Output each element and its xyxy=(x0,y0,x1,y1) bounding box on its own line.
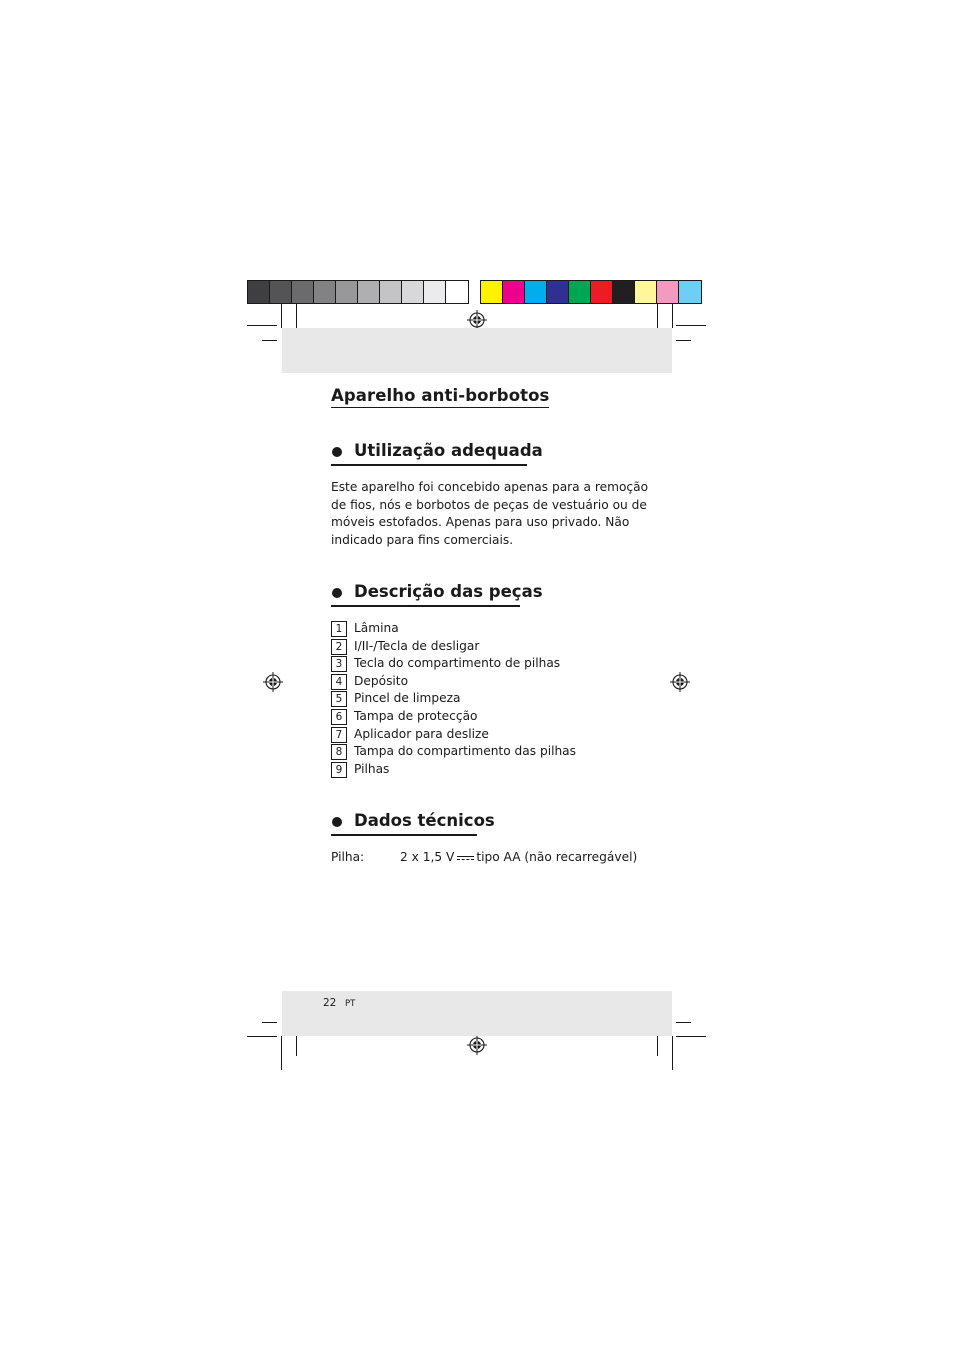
crop-mark xyxy=(247,1036,277,1037)
part-number: 4 xyxy=(331,674,347,690)
part-number: 9 xyxy=(331,762,347,778)
part-number: 1 xyxy=(331,621,347,637)
color-swatch xyxy=(503,281,525,303)
heading-underline xyxy=(331,605,520,607)
crop-mark xyxy=(281,303,282,328)
color-swatch xyxy=(525,281,547,303)
color-swatch xyxy=(569,281,591,303)
color-swatch xyxy=(314,281,336,303)
page-title: Aparelho anti-borbotos xyxy=(331,386,549,408)
spec-value xyxy=(400,849,637,866)
part-number: 3 xyxy=(331,656,347,672)
color-swatch xyxy=(402,281,424,303)
section-heading-tech xyxy=(331,811,531,835)
color-swatch xyxy=(613,281,635,303)
part-label: Tampa de protecção xyxy=(354,708,478,723)
part-number: 5 xyxy=(331,691,347,707)
crop-mark xyxy=(247,325,277,326)
part-label: Tecla do compartimento de pilhas xyxy=(354,656,561,671)
color-swatch xyxy=(358,281,380,303)
section-heading-usage xyxy=(331,441,543,465)
part-number: 8 xyxy=(331,744,347,760)
registration-mark-icon xyxy=(467,1035,487,1055)
cmyk-color-bar xyxy=(480,280,702,304)
grey-color-bar xyxy=(247,280,469,304)
page-number: 22 xyxy=(323,997,337,1009)
crop-mark xyxy=(262,340,277,341)
part-number: 7 xyxy=(331,727,347,743)
paragraph-line: Este aparelho foi concebido apenas para a remoção xyxy=(331,480,649,494)
bullet-icon xyxy=(332,588,342,598)
color-swatch xyxy=(380,281,402,303)
part-label: Tampa do compartimento das pilhas xyxy=(354,744,577,759)
crop-mark xyxy=(296,303,297,328)
color-swatch xyxy=(248,281,270,303)
spec-value-suffix: tipo AA (não recarregável) xyxy=(476,850,638,864)
paragraph-line: de fios, nós e borbotos de peças de vestuário ou de xyxy=(331,497,647,512)
color-swatch xyxy=(481,281,503,303)
spec-label: Pilha: xyxy=(331,850,365,864)
part-label: I/II-/Tecla de desligar xyxy=(354,638,480,653)
color-swatch xyxy=(635,281,657,303)
part-label: Pincel de limpeza xyxy=(354,691,461,706)
paragraph-line: móveis estofados. Apenas para uso privado. Não xyxy=(331,515,630,529)
paragraph-line: indicado para fins comerciais. xyxy=(331,532,514,547)
part-number: 2 xyxy=(331,639,347,655)
usage-paragraph xyxy=(331,479,649,549)
crop-mark xyxy=(676,340,691,341)
color-swatch xyxy=(591,281,613,303)
crop-mark xyxy=(281,1036,282,1070)
color-swatch xyxy=(446,281,468,303)
color-swatch xyxy=(679,281,701,303)
color-swatch xyxy=(547,281,569,303)
crop-mark xyxy=(676,1022,691,1023)
color-swatch xyxy=(336,281,358,303)
color-swatch xyxy=(657,281,679,303)
spec-value-prefix: 2 x 1,5 V xyxy=(400,850,455,864)
crop-mark xyxy=(657,303,658,328)
heading-underline xyxy=(331,834,477,836)
crop-mark xyxy=(676,325,706,326)
part-label: Depósito xyxy=(354,673,409,688)
section-heading-parts xyxy=(331,582,543,606)
crop-mark xyxy=(657,1036,658,1056)
crop-mark xyxy=(296,1036,297,1056)
heading-underline xyxy=(331,464,527,466)
crop-mark xyxy=(262,1022,277,1023)
color-swatch xyxy=(270,281,292,303)
registration-mark-icon xyxy=(467,310,487,330)
section-title: Utilização adequada xyxy=(354,441,543,460)
color-swatch xyxy=(424,281,446,303)
language-code: PT xyxy=(345,999,356,1009)
direct-current-icon xyxy=(457,854,474,862)
color-swatch xyxy=(292,281,314,303)
header-band xyxy=(282,328,672,373)
crop-mark xyxy=(672,303,673,328)
registration-mark-icon xyxy=(263,672,283,692)
part-label: Pilhas xyxy=(354,761,390,776)
footer-band xyxy=(282,991,672,1036)
crop-mark xyxy=(672,1036,673,1070)
part-label: Aplicador para deslize xyxy=(354,726,489,741)
crop-mark xyxy=(676,1036,706,1037)
section-title: Dados técnicos xyxy=(354,811,495,830)
bullet-icon xyxy=(332,817,342,827)
part-label: Lâmina xyxy=(354,621,399,635)
part-number: 6 xyxy=(331,709,347,725)
registration-mark-icon xyxy=(670,672,690,692)
bullet-icon xyxy=(332,447,342,457)
section-title: Descrição das peças xyxy=(354,582,543,601)
